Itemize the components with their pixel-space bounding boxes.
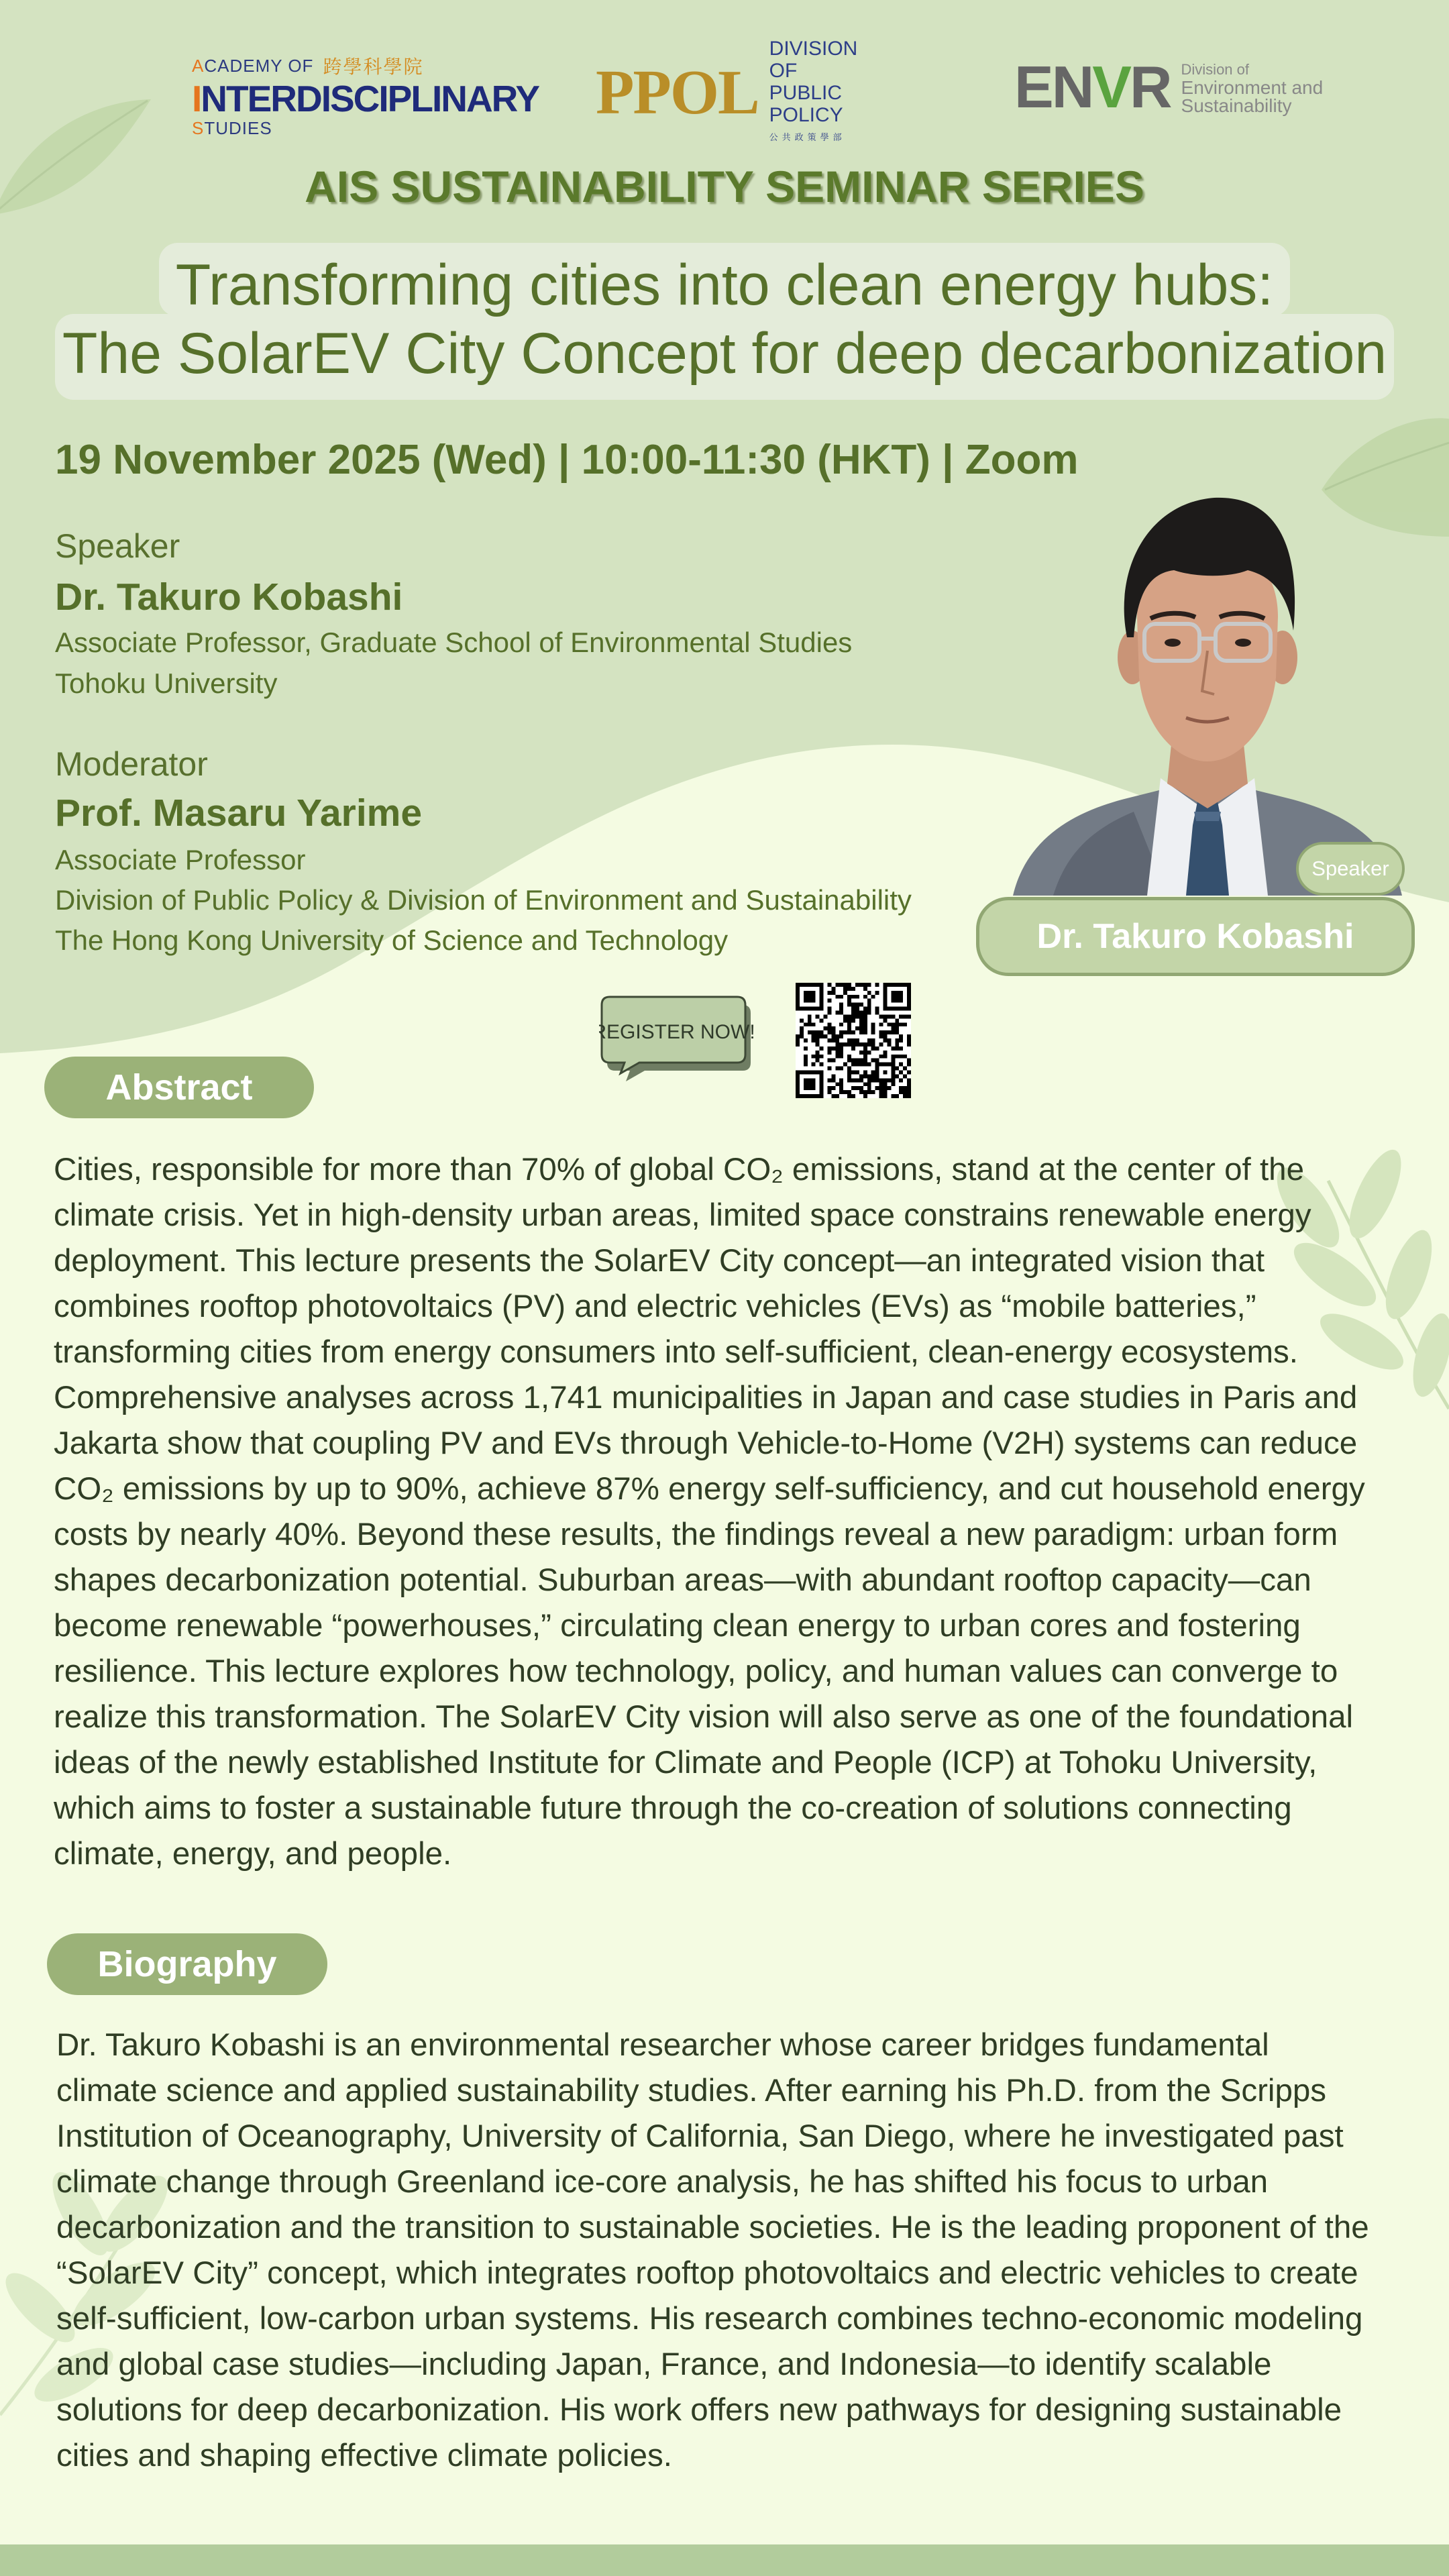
speaker-affiliation-2: Tohoku University xyxy=(55,667,278,699)
talk-title-line2: The SolarEV City Concept for deep decarbonization xyxy=(62,321,1387,386)
seminar-series-title: AIS SUSTAINABILITY SEMINAR SERIES xyxy=(305,162,1144,211)
abstract-line: become renewable “powerhouses,” circulating clean energy to urban cores and fostering xyxy=(54,1608,1301,1644)
moderator-affiliation-3: The Hong Kong University of Science and Technology xyxy=(55,924,729,956)
biography-line: climate science and applied sustainability studies. After earning his Ph.D. from the Scripps xyxy=(56,2073,1327,2108)
abstract-line: CO₂ emissions by up to 90%, achieve 87% energy self-sufficiency, and cut household energy xyxy=(54,1471,1365,1507)
biography-line: self-sufficient, low-carbon urban systems. His research combines techno-economic modeling xyxy=(56,2301,1363,2337)
biography-line: Institution of Oceanography, University of California, San Diego, where he investigated past xyxy=(56,2118,1344,2154)
biography-body xyxy=(56,2023,1438,2479)
abstract-line: transforming cities from energy consumers into self-sufficient, clean-energy ecosystems. xyxy=(54,1334,1299,1370)
biography-line: and global case studies—including Japan, France, and Indonesia—to identify scalable xyxy=(56,2347,1272,2382)
abstract-line: deployment. This lecture presents the SolarEV City concept—an integrated vision that xyxy=(54,1243,1265,1279)
abstract-line: climate crisis. Yet in high-density urban areas, limited space constrains renewable energy xyxy=(54,1197,1311,1233)
abstract-line: which aims to foster a sustainable future through the co-creation of solutions connecting xyxy=(54,1790,1292,1826)
moderator-name: Prof. Masaru Yarime xyxy=(55,792,423,835)
speaker-tag: Speaker xyxy=(1296,842,1405,896)
ais-logo: ACADEMY OF 跨學科學院 INTERDISCIPLINARY STUDIES xyxy=(192,55,539,138)
abstract-line: shapes decarbonization potential. Suburban areas—with abundant rooftop capacity—can xyxy=(54,1562,1311,1598)
register-now-label: REGISTER NOW! xyxy=(599,1021,753,1043)
photo-caption-name: Dr. Takuro Kobashi xyxy=(976,897,1415,976)
biography-line: Dr. Takuro Kobashi is an environmental researcher whose career bridges fundamental xyxy=(56,2027,1269,2063)
abstract-line: Comprehensive analyses across 1,741 municipalities in Japan and case studies in Paris and xyxy=(54,1380,1358,1415)
abstract-line: ideas of the newly established Institute for Climate and People (ICP) at Tohoku University, xyxy=(54,1745,1318,1780)
register-now-button[interactable] xyxy=(599,994,753,1083)
talk-title-line1: Transforming cities into clean energy hubs: xyxy=(175,253,1274,317)
moderator-affiliation-2: Division of Public Policy & Division of Environment and Sustainability xyxy=(55,884,912,916)
speaker-name: Dr. Takuro Kobashi xyxy=(55,576,403,619)
biography-line: climate change through Greenland ice-core analysis, he has shifted his focus to urban xyxy=(56,2164,1269,2200)
biography-line: solutions for deep decarbonization. His work offers new pathways for designing sustainable xyxy=(56,2392,1342,2428)
speaker-photo xyxy=(1013,463,1402,896)
qr-code[interactable] xyxy=(796,983,911,1098)
moderator-affiliation-1: Associate Professor xyxy=(55,844,306,875)
abstract-line: Cities, responsible for more than 70% of global CO₂ emissions, stand at the center of the xyxy=(54,1152,1304,1187)
footer-bar xyxy=(0,2544,1449,2576)
speaker-affiliation-1: Associate Professor, Graduate School of Environmental Studies xyxy=(55,627,853,658)
envr-logo: ENVR Division of Environment and Sustainability xyxy=(1014,54,1324,120)
biography-line: decarbonization and the transition to sustainable societies. He is the leading proponent of the xyxy=(56,2210,1369,2245)
biography-line: “SolarEV City” concept, which integrates rooftop photovoltaics and electric vehicles to create xyxy=(56,2255,1358,2291)
biography-heading: Biography xyxy=(47,1933,327,1995)
abstract-line: climate, energy, and people. xyxy=(54,1836,452,1872)
abstract-line: realize this transformation. The SolarEV City vision will also serve as one of the foundational xyxy=(54,1699,1354,1735)
biography-line: cities and shaping effective climate policies. xyxy=(56,2438,672,2473)
abstract-line: costs by nearly 40%. Beyond these results, the findings reveal a new paradigm: urban form xyxy=(54,1517,1338,1552)
abstract-line: Jakarta show that coupling PV and EVs through Vehicle-to-Home (V2H) systems can reduce xyxy=(54,1426,1358,1461)
abstract-line: combines rooftop photovoltaics (PV) and electric vehicles (EVs) as “mobile batteries,” xyxy=(54,1289,1256,1324)
ppol-logo: PPOL DIVISION OF PUBLIC POLICY 公共政策學部 xyxy=(596,37,858,142)
speaker-label: Speaker xyxy=(55,527,180,565)
abstract-heading: Abstract xyxy=(44,1057,314,1118)
abstract-line: resilience. This lecture explores how technology, policy, and human values can converge to xyxy=(54,1654,1338,1689)
moderator-label: Moderator xyxy=(55,745,208,783)
abstract-body xyxy=(54,1147,1436,1877)
event-date-line: 19 November 2025 (Wed) | 10:00-11:30 (HKT) | Zoom xyxy=(55,437,1079,483)
speech-bubble-icon xyxy=(599,994,753,1083)
